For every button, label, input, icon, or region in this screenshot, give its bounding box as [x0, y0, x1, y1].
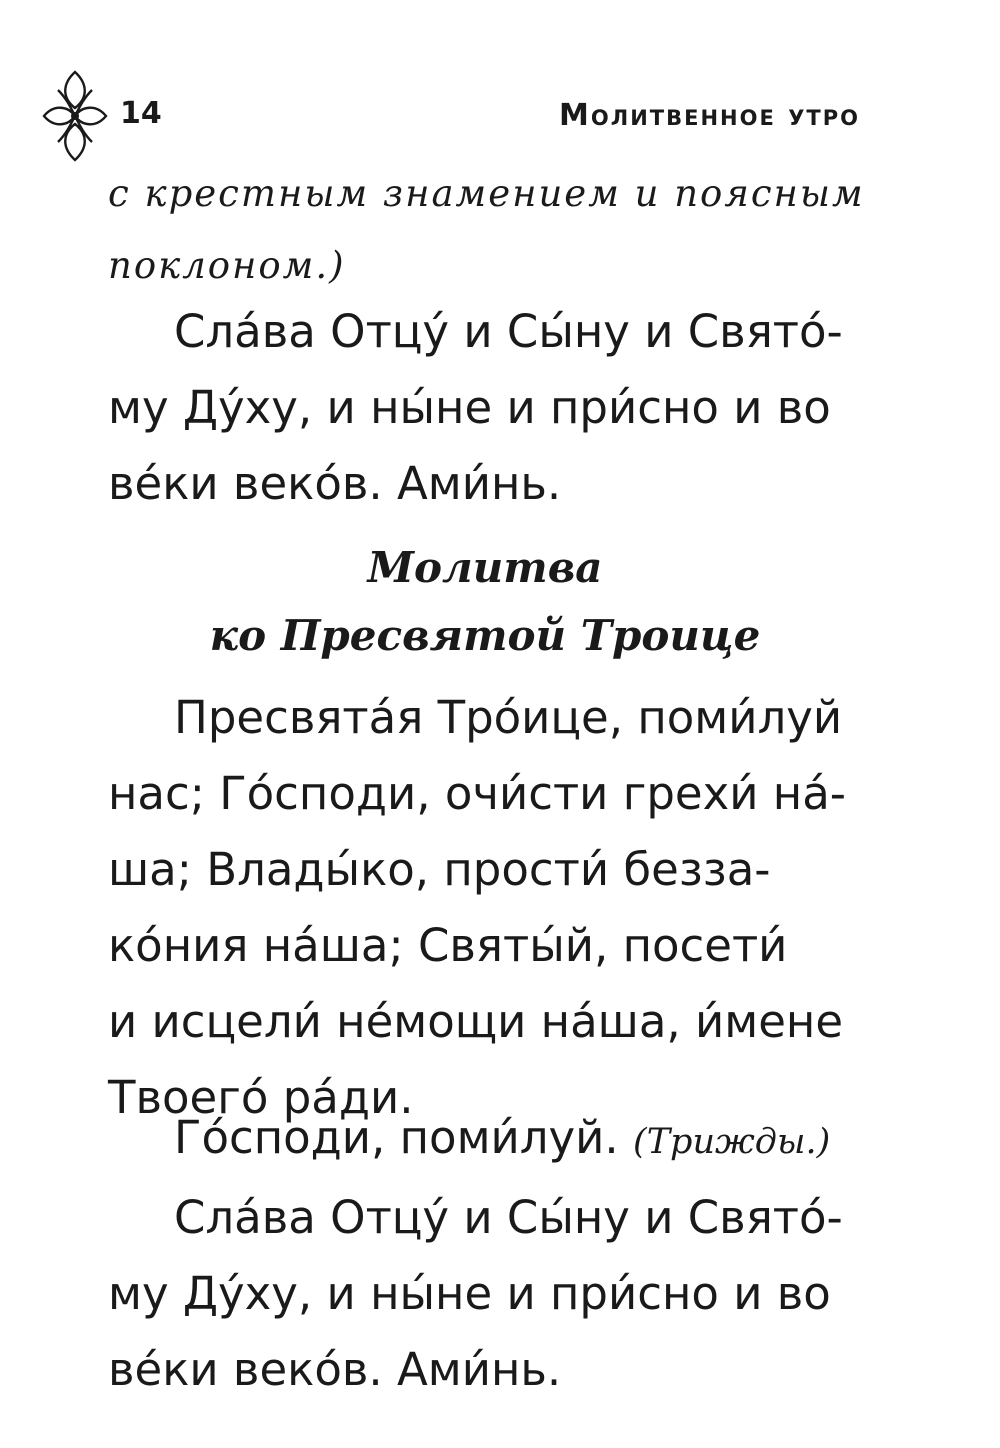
text-line: Сла́ва Отцу́ и Сы́ну и Свято́- [174, 305, 843, 358]
text-line: му Ду́ху, и ны́не и при́сно и во [108, 1267, 831, 1320]
heading-line: ко Пресвятой Троице [209, 611, 761, 660]
kyrie-paragraph [108, 1100, 862, 1180]
floral-ornament-icon [40, 68, 110, 164]
text-line: ве́ки веко́в. Ами́нь. [108, 1343, 562, 1396]
text-line: Твоего́ ра́ди. [108, 1071, 414, 1124]
text-line: и исцели́ не́мощи на́ша, и́мене [108, 995, 844, 1048]
page-header [40, 68, 860, 168]
running-head: Молитвенное утро [559, 98, 860, 133]
prayer-paragraph [108, 680, 862, 1136]
text-line: Пресвята́я Тро́ице, поми́луй [174, 691, 843, 744]
rubric-line: с крестным знамением и поясным [108, 172, 865, 215]
page-number: 14 [120, 96, 162, 131]
text-line: ко́ния на́ша; Святы́й, посети́ [108, 919, 788, 972]
text-line: ве́ки веко́в. Ами́нь. [108, 457, 562, 510]
text-line: ша; Влады́ко, прости́ безза- [108, 843, 771, 896]
text-line: му Ду́ху, и ны́не и при́сно и во [108, 381, 831, 434]
text-line: нас; Го́споди, очи́сти грехи́ на́- [108, 767, 847, 820]
kyrie-line: Го́споди, поми́луй. [174, 1111, 619, 1164]
kyrie-text [108, 1100, 862, 1180]
doxology-text [108, 1180, 862, 1408]
doxology-text [108, 294, 862, 522]
text-line: Сла́ва Отцу́ и Сы́ну и Свято́- [174, 1191, 843, 1244]
rubric-line: поклоном.) [108, 244, 346, 287]
prayer-heading [108, 534, 862, 670]
prayer-text [108, 680, 862, 1136]
doxology-paragraph-2 [108, 1180, 862, 1408]
doxology-paragraph [108, 294, 862, 522]
rubric-note: (Трижды.) [633, 1122, 831, 1162]
rubric-continuation [108, 158, 865, 302]
heading-line: Молитва [367, 543, 603, 592]
